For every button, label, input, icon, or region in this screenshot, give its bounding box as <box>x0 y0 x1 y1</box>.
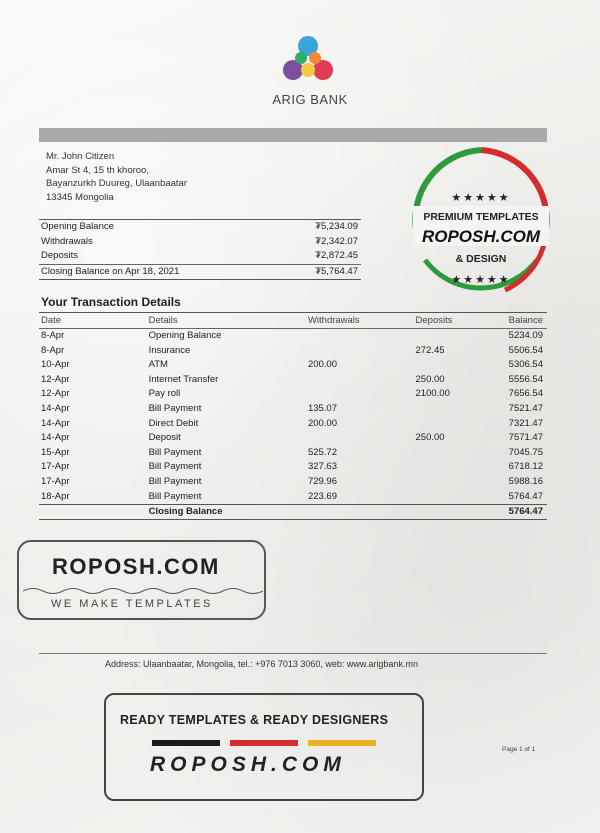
stamp-stars-bottom: ★★★★★ <box>451 273 511 286</box>
roposh-watermark-box <box>17 540 266 620</box>
cell-date: 8-Apr <box>41 344 65 356</box>
summary-row <box>39 220 361 235</box>
stamp-line1: PREMIUM TEMPLATES <box>423 211 539 223</box>
table-row <box>39 358 547 373</box>
address-line: Amar St 4, 15 th khoroo, <box>46 164 149 176</box>
cell-date: 14-Apr <box>41 432 70 444</box>
table-row <box>39 475 547 490</box>
cell-details: Direct Debit <box>148 417 199 429</box>
closing-balance-value: 5764.47 <box>508 506 543 518</box>
cell-date: 15-Apr <box>41 446 70 458</box>
cell-deposit <box>416 358 482 373</box>
summary-row <box>39 235 361 250</box>
cell-withdrawal: 327.63 <box>307 461 337 473</box>
cell-withdrawal: 200.00 <box>307 359 337 371</box>
cell-deposit <box>416 460 482 475</box>
cell-date: 14-Apr <box>41 417 70 429</box>
cell-deposit: 272.45 <box>415 344 445 356</box>
cell-balance: 7521.47 <box>508 402 543 414</box>
cell-details: Pay roll <box>148 388 181 400</box>
cell-details: Bill Payment <box>148 402 202 414</box>
cell-deposit <box>416 475 482 490</box>
watermark-title: ROPOSH.COM <box>52 554 220 579</box>
cell-deposit <box>416 446 482 461</box>
cell-date: 18-Apr <box>41 490 70 502</box>
address-line: 13345 Mongolia <box>46 191 114 203</box>
cell-balance: 5988.16 <box>508 475 543 487</box>
cell-balance: 7321.47 <box>508 417 543 429</box>
closing-balance-row <box>39 504 547 520</box>
cell-deposit: 250.00 <box>415 373 445 385</box>
cell-withdrawal: 729.96 <box>307 475 337 487</box>
cell-withdrawal: 223.69 <box>307 490 337 502</box>
cell-withdrawal <box>308 431 416 446</box>
transaction-title: Your Transaction Details <box>41 295 181 309</box>
footer-address: Address: Ulaanbaatar, Mongolia, tel.: +976 7013 3060, web: www.arigbank.mn <box>105 659 418 669</box>
cell-date: 17-Apr <box>41 475 70 487</box>
cell-deposit <box>416 417 482 432</box>
table-row <box>39 460 547 475</box>
premium-templates-stamp <box>405 140 557 300</box>
bank-name: ARIG BANK <box>272 92 348 107</box>
cell-deposit: 2100.00 <box>415 388 450 400</box>
cell-details: Insurance <box>148 344 191 356</box>
stamp-stars-top: ★★★★★ <box>451 191 511 204</box>
cell-withdrawal <box>308 387 416 402</box>
cell-balance: 5764.47 <box>508 490 543 502</box>
summary-label: Withdrawals <box>41 235 93 247</box>
address-line: Bayanzurkh Duureg, Ulaanbaatar <box>46 178 188 189</box>
header-withdrawals: Withdrawals <box>307 315 360 326</box>
cell-details: Bill Payment <box>148 461 202 473</box>
cell-details: ATM <box>148 359 168 371</box>
table-row <box>39 387 547 402</box>
header-deposits: Deposits <box>415 315 453 326</box>
summary-row <box>39 249 361 264</box>
cell-withdrawal: 135.07 <box>307 402 337 414</box>
cell-withdrawal <box>308 329 416 344</box>
watermark-tagline: WE MAKE TEMPLATES <box>51 598 213 610</box>
cell-date: 12-Apr <box>41 373 70 385</box>
cell-date: 14-Apr <box>41 402 70 414</box>
cell-balance: 5506.54 <box>508 344 543 356</box>
header-balance: Balance <box>508 315 543 326</box>
squiggle-divider-icon <box>23 586 263 596</box>
header-date: Date <box>41 315 62 326</box>
cell-balance: 7045.75 <box>508 446 543 458</box>
cell-details: Deposit <box>148 432 181 444</box>
stripe-red <box>230 740 298 746</box>
page-number: Page 1 of 1 <box>502 746 536 753</box>
summary-row-closing <box>39 264 361 280</box>
summary-label: Opening Balance <box>41 221 114 232</box>
cell-date: 8-Apr <box>41 330 65 341</box>
footer-divider <box>39 653 547 654</box>
closing-balance-label: Closing Balance <box>148 506 223 518</box>
table-row <box>39 373 547 388</box>
account-summary <box>39 219 361 280</box>
banner-line2: ROPOSH.COM <box>150 753 346 776</box>
cell-deposit: 250.00 <box>415 432 445 444</box>
cell-balance: 5234.09 <box>508 330 543 341</box>
cell-withdrawal <box>308 373 416 388</box>
cell-deposit <box>416 490 482 505</box>
table-body <box>39 329 547 504</box>
cell-date: 12-Apr <box>41 388 70 400</box>
cell-details: Internet Transfer <box>148 373 219 385</box>
stripe-yellow <box>308 740 376 746</box>
cell-details: Bill Payment <box>148 490 202 502</box>
banner-color-stripes <box>152 740 376 746</box>
cell-deposit <box>416 329 482 344</box>
stamp-line2: ROPOSH.COM <box>421 227 541 246</box>
summary-label: Closing Balance on Apr 18, 2021 <box>41 265 180 277</box>
arig-bank-logo-icon <box>268 32 348 92</box>
cell-withdrawal: 525.72 <box>307 446 337 458</box>
table-row <box>39 431 547 446</box>
table-row <box>39 402 547 417</box>
cell-details: Bill Payment <box>148 475 202 487</box>
customer-address <box>46 150 187 204</box>
customer-name: Mr. John Citizen <box>46 151 115 162</box>
cell-deposit <box>416 402 482 417</box>
cell-date: 10-Apr <box>41 359 70 371</box>
stamp-line3: & DESIGN <box>455 253 507 265</box>
table-row <box>39 344 547 359</box>
cell-details: Bill Payment <box>148 446 202 458</box>
banner-line1: READY TEMPLATES & READY DESIGNERS <box>120 713 389 727</box>
cell-withdrawal <box>308 344 416 359</box>
header-details: Details <box>148 315 178 326</box>
cell-balance: 5556.54 <box>508 373 543 385</box>
ready-templates-banner <box>104 693 424 801</box>
transaction-table <box>39 312 547 520</box>
cell-balance: 5306.54 <box>508 359 543 371</box>
cell-details: Opening Balance <box>148 330 222 341</box>
cell-balance: 6718.12 <box>508 461 543 473</box>
summary-value: ₮5,234.09 <box>315 221 358 232</box>
table-row <box>39 490 547 505</box>
table-row <box>39 446 547 461</box>
table-row <box>39 417 547 432</box>
summary-label: Deposits <box>41 250 78 261</box>
cell-balance: 7656.54 <box>508 388 543 400</box>
cell-date: 17-Apr <box>41 461 70 473</box>
summary-value: ₮5,764.47 <box>315 265 358 277</box>
summary-value: ₮2,342.07 <box>315 235 358 247</box>
cell-withdrawal: 200.00 <box>307 417 337 429</box>
summary-value: ₮2,872.45 <box>315 250 358 261</box>
cell-balance: 7571.47 <box>508 432 543 444</box>
table-header <box>39 313 547 329</box>
table-row <box>39 329 547 344</box>
stripe-black <box>152 740 220 746</box>
